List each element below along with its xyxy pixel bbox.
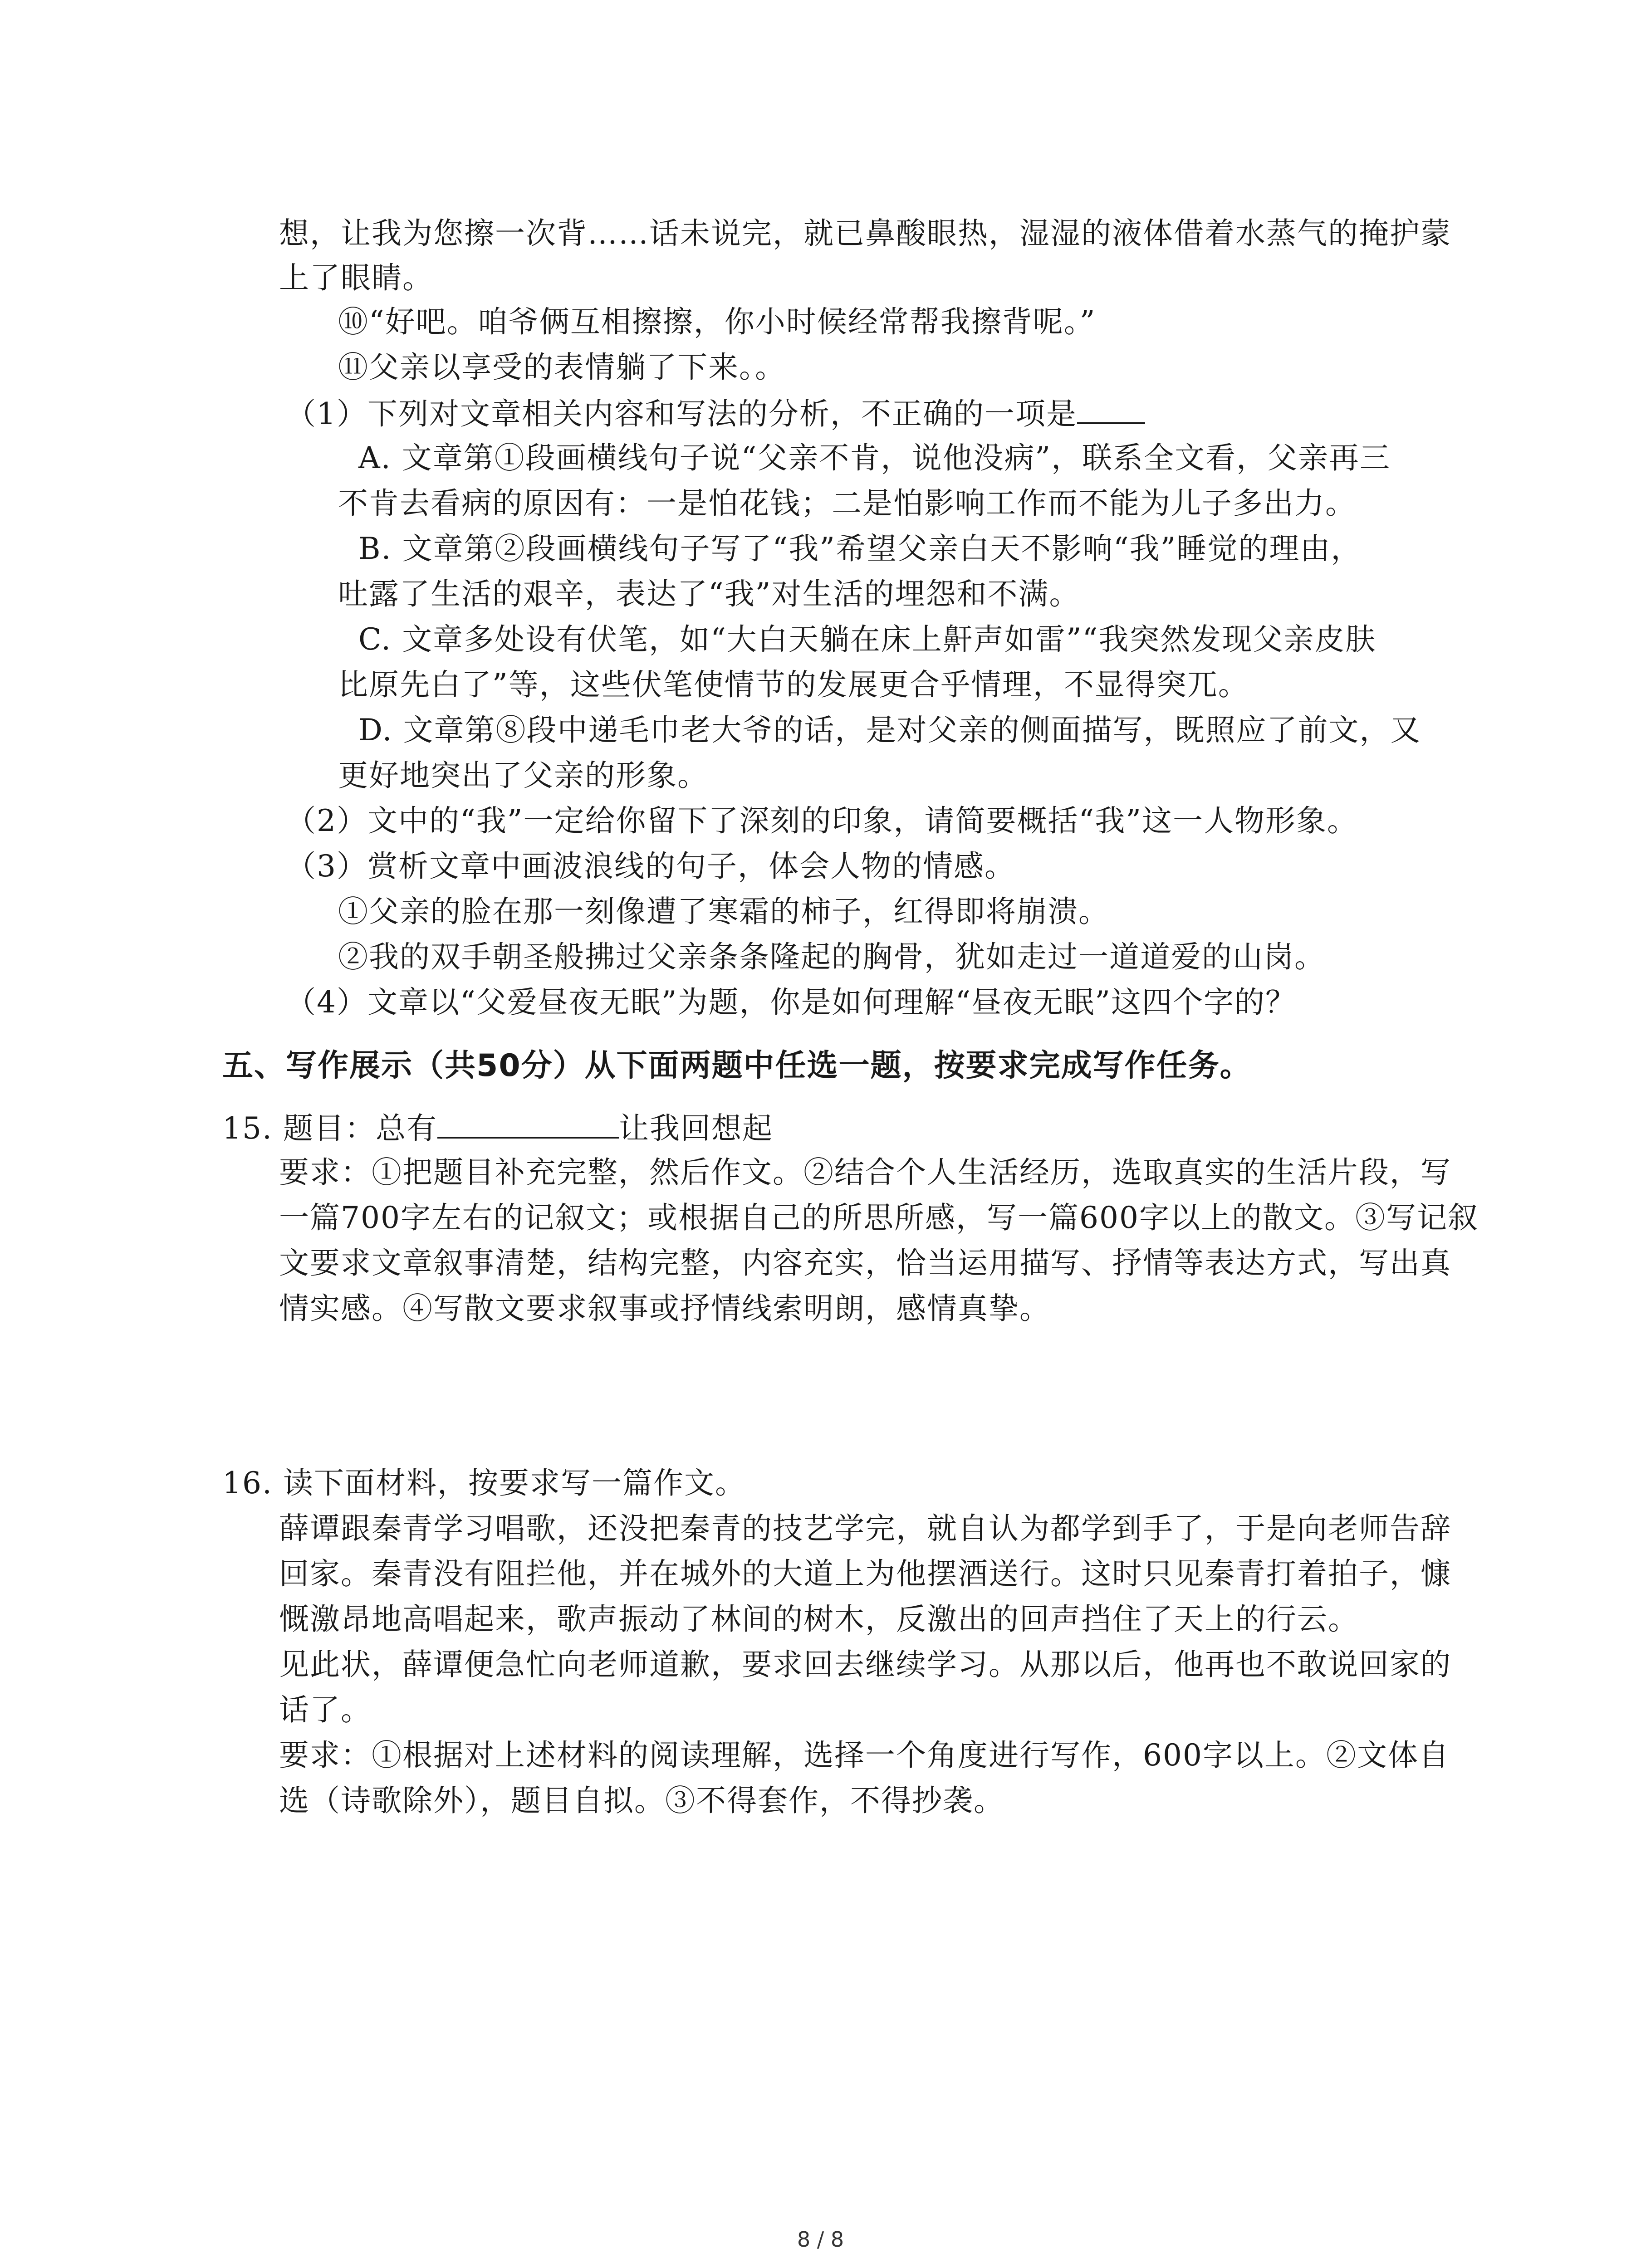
question-16-material: 回家。秦青没有阻拦他，并在城外的大道上为他摆酒送行。这时只见秦青打着拍子，慷 — [279, 1556, 1451, 1591]
title-blank — [437, 1107, 619, 1139]
question-16-material: 话了。 — [279, 1692, 372, 1727]
question-15-title — [222, 1107, 773, 1149]
option-a: A. 文章第①段画横线句子说“父亲不肯，说他没病”，联系全文看，父亲再三 — [358, 440, 1391, 475]
question-15-requirement: 一篇700字左右的记叙文；或根据自己的所思所感，写一篇600字以上的散文。③写记叙 — [279, 1200, 1479, 1235]
option-d: D. 文章第⑧段中递毛巾老大爷的话，是对父亲的侧面描写，既照应了前文，又 — [358, 713, 1421, 748]
question-4: （4）文章以“父爱昼夜无眠”为题，你是如何理解“昼夜无眠”这四个字的？ — [286, 985, 1296, 1020]
question-3-sentence-1: ①父亲的脸在那一刻像遭了寒霜的柿子，红得即将崩溃。 — [338, 894, 1109, 929]
question-16-material: 见此状，薛谭便急忙向老师道歉，要求回去继续学习。从那以后，他再也不敢说回家的 — [279, 1647, 1451, 1682]
question-15-requirement: 文要求文章叙事清楚，结构完整，内容充实，恰当运用描写、抒情等表达方式，写出真 — [279, 1246, 1451, 1281]
paragraph-11: ⑪父亲以享受的表情躺了下来。。 — [338, 350, 786, 385]
paragraph-10: ⑩“好吧。咱爷俩互相擦擦，你小时候经常帮我擦背呢。” — [338, 304, 1096, 339]
question-16-requirement: 选（诗歌除外），题目自拟。③不得套作，不得抄袭。 — [279, 1783, 1004, 1818]
question-15-requirement: 情实感。④写散文要求叙事或抒情线索明朗，感情真挚。 — [279, 1291, 1050, 1326]
option-b-cont: 吐露了生活的艰辛，表达了“我”对生活的埋怨和不满。 — [338, 577, 1080, 611]
passage-line: 想，让我为您擦一次背……话未说完，就已鼻酸眼热，湿湿的液体借着水蒸气的掩护蒙 — [279, 216, 1451, 251]
question-3: （3）赏析文章中画波浪线的句子，体会人物的情感。 — [286, 849, 1015, 884]
question-16-material: 慨激昂地高唱起来，歌声振动了林间的树木，反激出的回声挡住了天上的行云。 — [279, 1602, 1359, 1637]
question-15-requirement: 要求：①把题目补充完整，然后作文。②结合个人生活经历，选取真实的生活片段，写 — [279, 1155, 1451, 1190]
answer-blank — [1077, 392, 1145, 424]
question-1 — [286, 392, 1145, 435]
question-16-material: 薛谭跟秦青学习唱歌，还没把秦青的技艺学完，就自认为都学到手了，于是向老师告辞 — [279, 1511, 1451, 1546]
question-2: （2）文中的“我”一定给你留下了深刻的印象，请简要概括“我”这一人物形象。 — [286, 803, 1358, 838]
passage-line: 上了眼睛。 — [279, 260, 433, 295]
question-16: 16. 读下面材料，按要求写一篇作文。 — [222, 1466, 746, 1501]
option-d-cont: 更好地突出了父亲的形象。 — [338, 758, 708, 793]
question-3-sentence-2: ②我的双手朝圣般拂过父亲条条隆起的胸骨，犹如走过一道道爱的山岗。 — [338, 939, 1325, 974]
section-heading: 五、写作展示（共50分）从下面两题中任选一题，按要求完成写作任务。 — [222, 1048, 1252, 1084]
option-b: B. 文章第②段画横线句子写了“我”希望父亲白天不影响“我”睡觉的理由， — [358, 531, 1362, 566]
question-16-requirement: 要求：①根据对上述材料的阅读理解，选择一个角度进行写作，600字以上。②文体自 — [279, 1738, 1450, 1773]
question-1-stem: （1）下列对文章相关内容和写法的分析，不正确的一项是 — [286, 396, 1077, 431]
option-c-cont: 比原先白了”等，这些伏笔使情节的发展更合乎情理，不显得突兀。 — [338, 667, 1249, 702]
question-15-title-suffix: 让我回想起 — [618, 1111, 773, 1146]
option-a-cont: 不肯去看病的原因有：一是怕花钱；二是怕影响工作而不能为儿子多出力。 — [338, 486, 1356, 521]
page-number: 8 / 8 — [797, 2227, 844, 2252]
option-c: C. 文章多处设有伏笔，如“大白天躺在床上鼾声如雷”“我突然发现父亲皮肤 — [358, 622, 1376, 657]
question-15-title-prefix: 15. 题目：总有 — [222, 1111, 437, 1146]
